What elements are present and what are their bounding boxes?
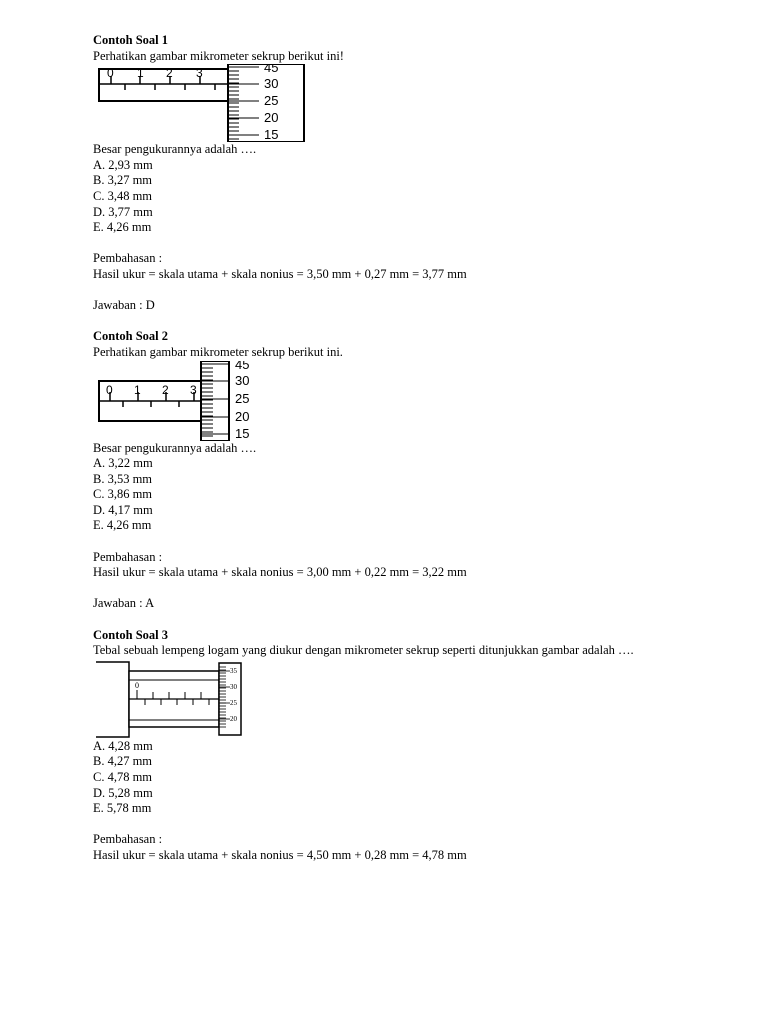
q2-thimble-label-30: 30 [235,372,250,388]
q1-main-label-1: 1 [137,66,144,81]
q1-thimble-label-30: 30 [264,76,279,92]
q3-option-b: B. 4,27 mm [93,754,153,769]
q1-option-d: D. 3,77 mm [93,204,153,219]
q2-main-label-0: 0 [106,382,113,397]
q1-main-label-3: 3 [196,66,203,81]
q1-thimble-label-25: 25 [264,93,279,109]
q2-micrometer-figure [93,361,273,441]
q2-option-b: B. 3,53 mm [93,471,153,486]
q2-thimble-label-15: 15 [235,425,250,441]
q3-micrometer-figure [95,659,255,739]
q3-thimble-label-25: 25 [230,698,237,707]
q2-main-label-2: 2 [162,382,169,397]
q3-prompt: Tebal sebuah lempeng logam yang diukur dengan mikrometer sekrup seperti ditunjukkan gambar adalah …. [93,643,634,658]
q3-option-e: E. 5,78 mm [93,801,152,816]
q2-option-c: C. 3,86 mm [93,487,153,502]
q2-thimble-label-25: 25 [235,390,250,406]
q1-thimble-label-20: 20 [264,110,279,126]
q1-option-e: E. 4,26 mm [93,220,152,235]
document-page [93,33,693,864]
q1-main-label-2: 2 [166,66,173,81]
q1-discussion: Hasil ukur = skala utama + skala nonius = 3,50 mm + 0,27 mm = 3,77 mm [93,266,467,281]
q1-option-c: C. 3,48 mm [93,188,153,203]
q1-prompt: Perhatikan gambar mikrometer sekrup berikut ini! [93,48,344,63]
q1-micrometer-figure [93,64,323,142]
q3-discussion-label: Pembahasan : [93,832,163,847]
q1-option-b: B. 3,27 mm [93,173,153,188]
q1-thimble-label-45: 45 [264,64,279,76]
q2-thimble-label-20: 20 [235,408,250,424]
q3-thimble-label-20: 20 [230,714,237,723]
q1-question: Besar pengukurannya adalah …. [93,142,257,157]
q2-question: Besar pengukurannya adalah …. [93,440,257,455]
q2-main-label-3: 3 [190,382,197,397]
q3-option-a: A. 4,28 mm [93,738,153,753]
q3-thimble-label-30: 30 [230,682,237,691]
q3-thimble-label-35: 35 [230,666,237,675]
q2-option-a: A. 3,22 mm [93,456,153,471]
q2-main-label-1: 1 [134,382,141,397]
q1-option-a: A. 2,93 mm [93,157,153,172]
q2-prompt: Perhatikan gambar mikrometer sekrup berikut ini. [93,344,343,359]
q2-answer: Jawaban : A [93,596,155,611]
q2-option-d: D. 4,17 mm [93,502,153,517]
q2-thimble-label-45: 45 [235,360,250,372]
q2-discussion-label: Pembahasan : [93,549,163,564]
q3-option-c: C. 4,78 mm [93,770,153,784]
q2-option-e: E. 4,26 mm [93,518,152,533]
q1-discussion-label: Pembahasan : [93,251,163,266]
q2-discussion: Hasil ukur = skala utama + skala nonius = 3,00 mm + 0,22 mm = 3,22 mm [93,565,467,580]
q3-main-label-0: 0 [135,680,139,690]
q3-title: Contoh Soal 3 [93,627,169,642]
q1-thimble-label-15: 15 [264,127,279,143]
q3-discussion: Hasil ukur = skala utama + skala nonius = 4,50 mm + 0,28 mm = 4,78 mm [93,847,467,862]
q1-answer: Jawaban : D [93,298,155,313]
q2-title: Contoh Soal 2 [93,329,169,344]
q1-title: Contoh Soal 1 [93,33,169,47]
q3-option-d: D. 5,28 mm [93,785,153,800]
q1-main-label-0: 0 [107,66,114,81]
